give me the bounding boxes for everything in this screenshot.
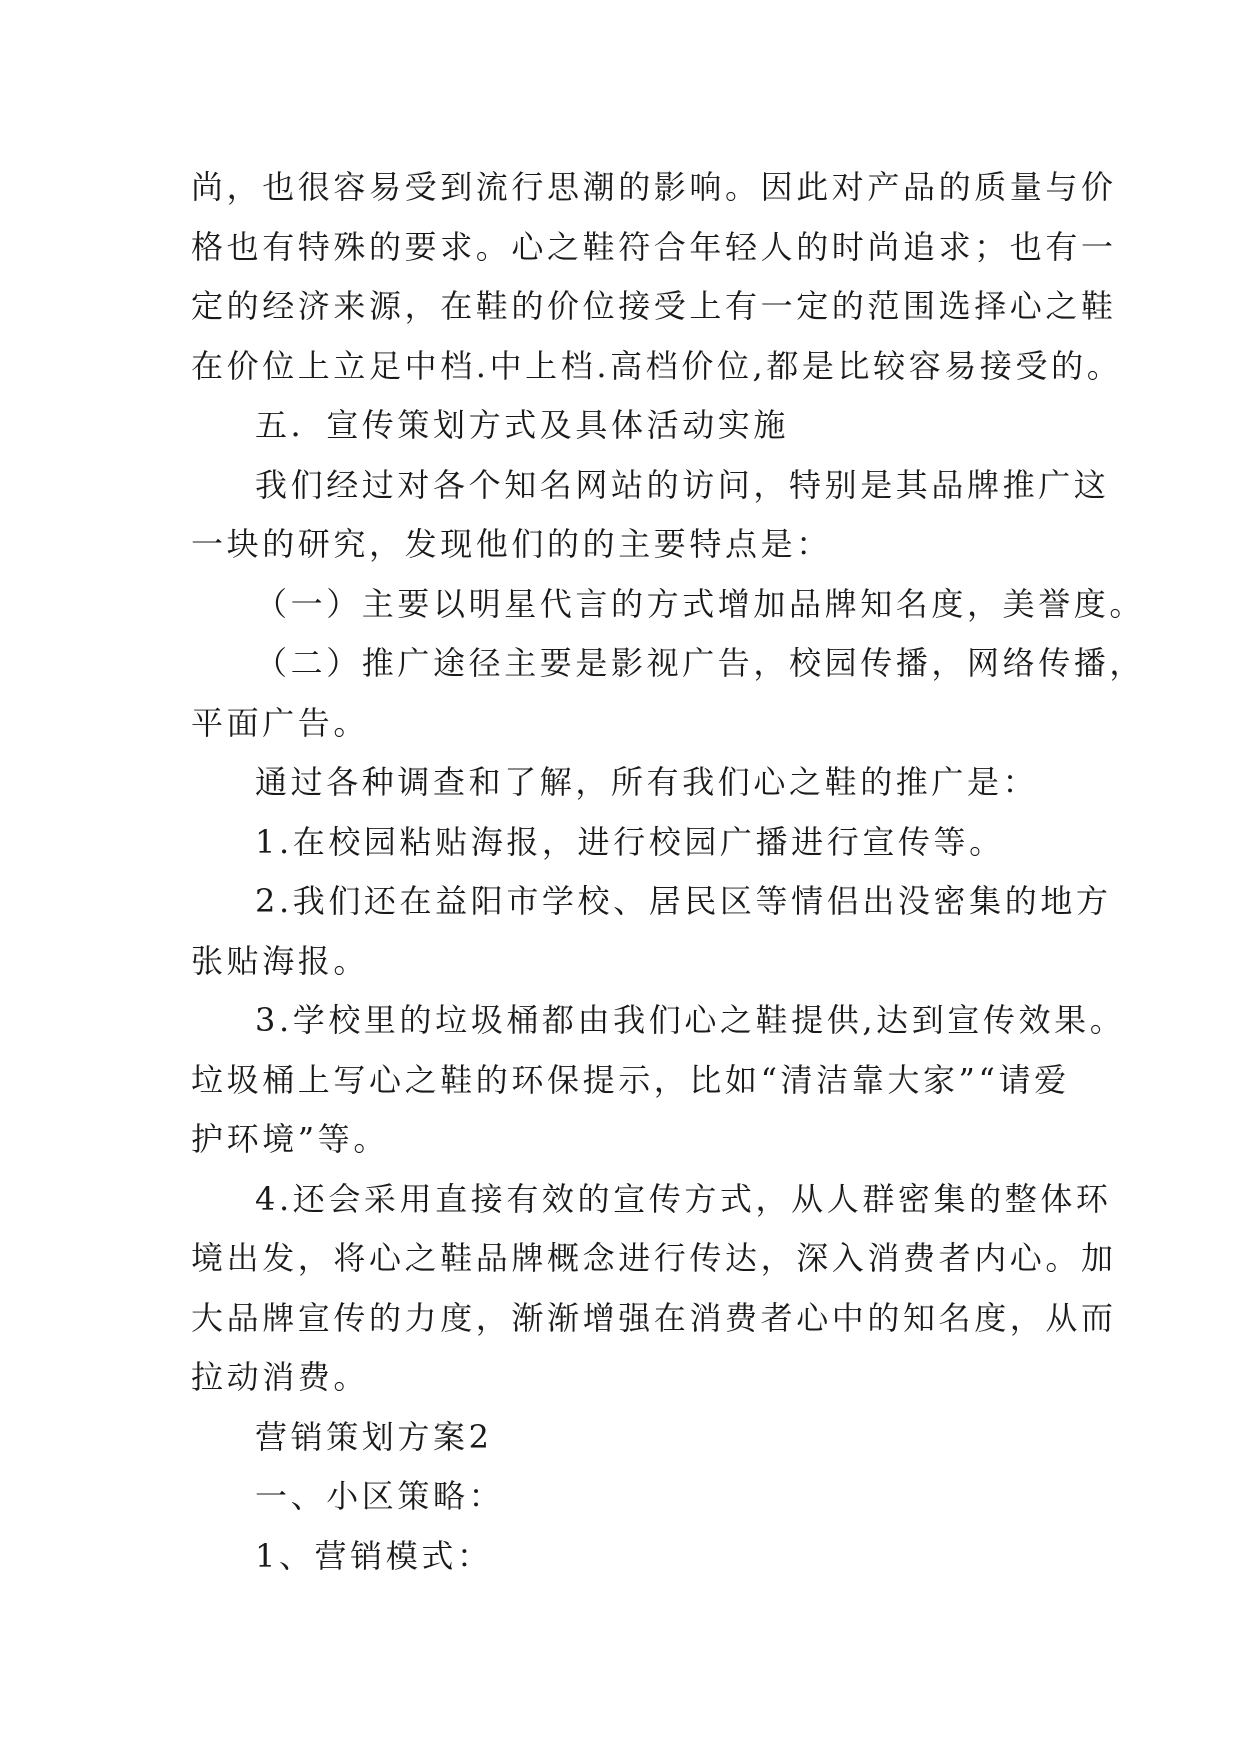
- list-item: 4.还会采用直接有效的宣传方式，从人群密集的整体环: [255, 1179, 1112, 1218]
- body-line: 一块的研究，发现他们的的主要特点是：: [191, 525, 832, 563]
- document-body: [191, 158, 1146, 1586]
- section-heading: 五．宣传策划方式及具体活动实施: [255, 406, 790, 444]
- list-item: （一）主要以明星代言的方式增加品牌知名度，美誉度。: [255, 584, 1146, 623]
- body-line: 垃圾桶上写心之鞋的环保提示，比如“清洁靠大家”“请爱: [191, 1060, 1070, 1099]
- body-line: 张贴海报。: [191, 941, 370, 980]
- list-item: 1.在校园粘贴海报，进行校园广播进行宣传等。: [255, 822, 1005, 861]
- body-line: 境出发，将心之鞋品牌概念进行传达，深入消费者内心。加: [191, 1239, 1117, 1277]
- section-heading: 营销策划方案2: [255, 1417, 493, 1456]
- body-line: 拉动消费。: [191, 1358, 370, 1396]
- body-line: 尚，也很容易受到流行思潮的影响。因此对产品的质量与价: [191, 168, 1117, 206]
- body-line: 通过各种调查和了解，所有我们心之鞋的推广是：: [255, 763, 1039, 801]
- body-line: 平面广告。: [191, 703, 370, 742]
- section-heading: 一、小区策略：: [255, 1477, 505, 1515]
- body-line: 格也有特殊的要求。心之鞋符合年轻人的时尚追求；也有一: [191, 227, 1117, 266]
- section-heading: 1、营销模式：: [255, 1536, 493, 1575]
- body-line: 护环境”等。: [191, 1120, 389, 1158]
- body-line: 定的经济来源，在鞋的价位接受上有一定的范围选择心之鞋: [191, 287, 1117, 325]
- body-line: 我们经过对各个知名网站的访问，特别是其品牌推广这: [255, 465, 1110, 504]
- list-item: 2.我们还在益阳市学校、居民区等情侣出没密集的地方: [255, 882, 1112, 920]
- body-line: 大品牌宣传的力度，渐渐增强在消费者心中的知名度，从而: [191, 1298, 1117, 1337]
- body-line: 在价位上立足中档.中上档.高档价位,都是比较容易接受的。: [191, 346, 1123, 385]
- list-item: （二）推广途径主要是影视广告，校园传播，网络传播，: [255, 644, 1146, 682]
- list-item: 3.学校里的垃圾桶都由我们心之鞋提供,达到宣传效果。: [255, 1001, 1126, 1039]
